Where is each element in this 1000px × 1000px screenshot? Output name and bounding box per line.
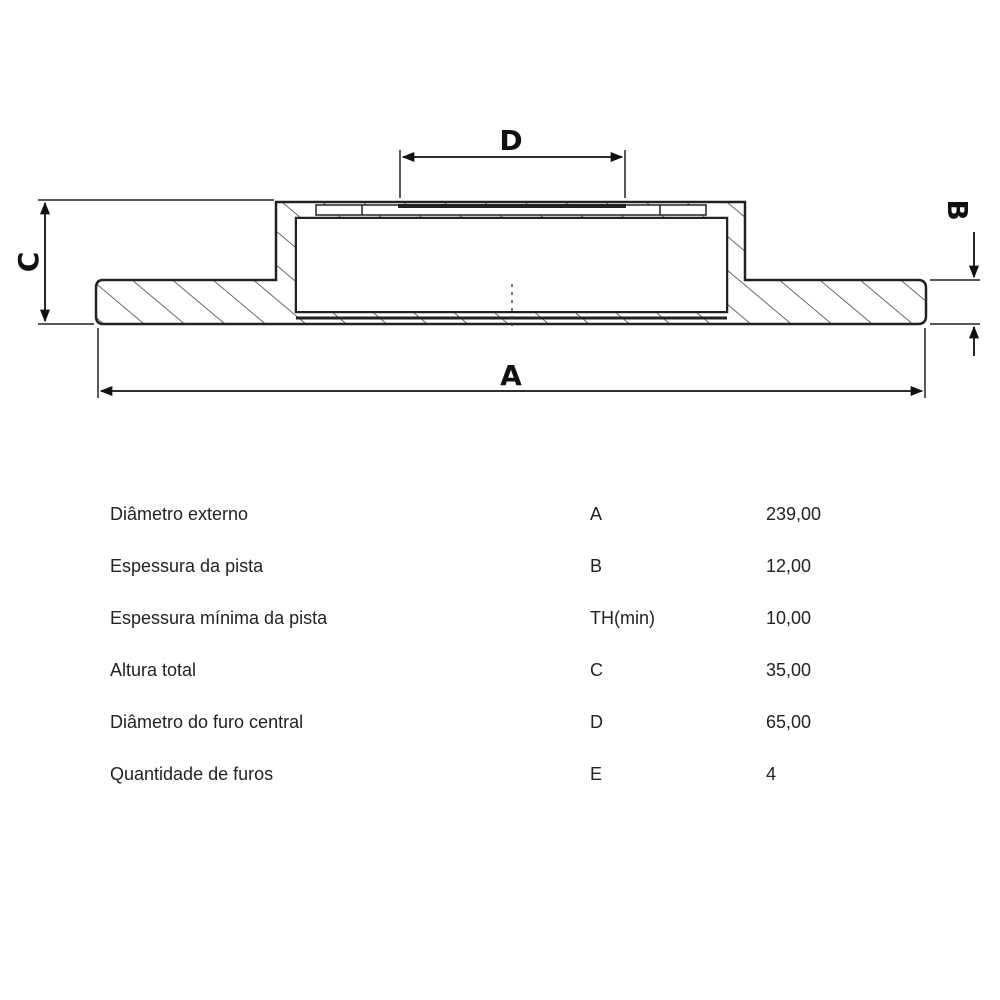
spec-label: Altura total (110, 660, 197, 680)
spec-row (110, 490, 870, 542)
spec-symbol: E (590, 764, 603, 784)
spec-symbol: D (590, 712, 603, 732)
spec-label: Espessura da pista (110, 556, 264, 576)
spec-row (110, 594, 870, 646)
dim-a-label: A (500, 359, 522, 392)
spec-symbol: B (590, 556, 603, 576)
spec-symbol: A (590, 504, 603, 524)
spec-row (110, 646, 870, 698)
spec-label: Quantidade de furos (110, 764, 274, 784)
spec-value: 10,00 (766, 608, 812, 628)
spec-value: 239,00 (766, 504, 822, 524)
spec-value: 4 (766, 764, 777, 784)
spec-value: 35,00 (766, 660, 812, 680)
dimension-b (930, 199, 980, 356)
disc-section (96, 202, 926, 326)
spec-row (110, 698, 870, 750)
spec-label: Diâmetro do furo central (110, 712, 304, 732)
dim-c-label: C (12, 251, 45, 273)
brake-disc-cross-section-diagram (0, 0, 1000, 440)
dimension-d (400, 124, 625, 198)
spec-label: Espessura mínima da pista (110, 608, 328, 628)
spec-symbol: C (590, 660, 603, 680)
dim-b-label: B (941, 199, 974, 221)
hat-inner-cavity (296, 218, 727, 312)
dim-d-label: D (499, 124, 523, 157)
specs-table (110, 490, 870, 802)
spec-label: Diâmetro externo (110, 504, 249, 524)
spec-row (110, 750, 870, 802)
dimension-a (98, 328, 925, 398)
spec-row (110, 542, 870, 594)
spec-symbol: TH(min) (590, 608, 655, 628)
spec-value: 65,00 (766, 712, 812, 732)
spec-value: 12,00 (766, 556, 812, 576)
